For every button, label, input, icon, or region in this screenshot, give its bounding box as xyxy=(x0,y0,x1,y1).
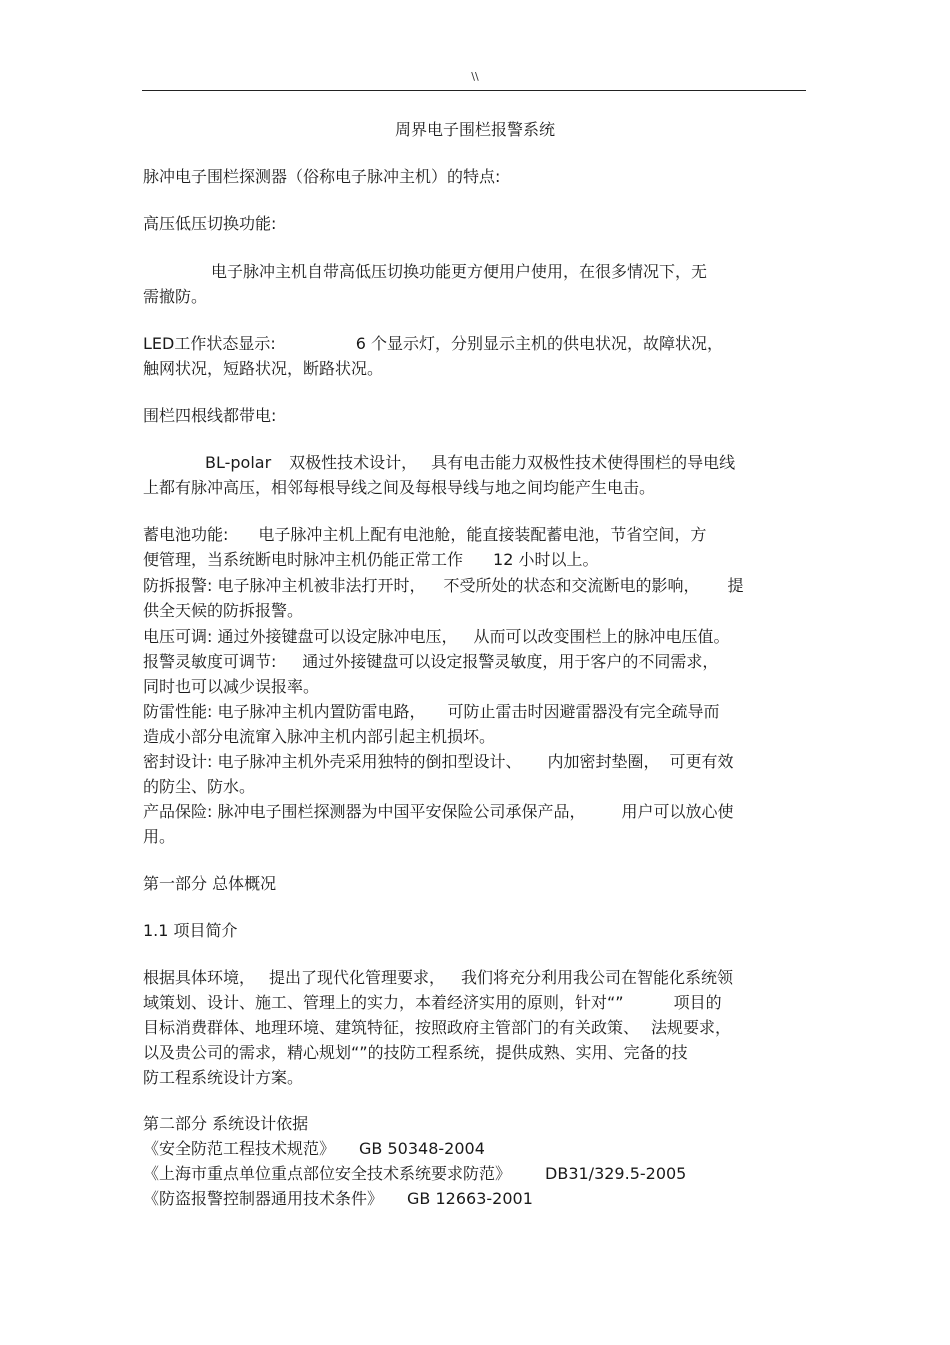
bl-part2: 双极性技术设计， xyxy=(289,453,418,472)
reference-2-code: DB31/329.5-2005 xyxy=(545,1164,687,1183)
tamper-line2: 供全天候的防拆报警。 xyxy=(143,601,304,620)
tamper-b: 不受所处的状态和交流断电的影响， xyxy=(443,576,700,595)
project-b: 提出了现代化管理要求， xyxy=(269,968,446,987)
lightning-line2: 造成小部分电流窜入脉冲主机内部引起主机损坏。 xyxy=(143,727,496,746)
project-a: 根据具体环境， xyxy=(143,968,256,987)
sensitivity-line1 xyxy=(143,651,807,673)
reference-2-name: 《上海市重点单位重点部位安全技术系统要求防范》 xyxy=(143,1164,512,1183)
tamper-c: 提 xyxy=(727,576,744,595)
reference-1 xyxy=(143,1138,807,1160)
led-text: 6 个显示灯，分别显示主机的供电状况，故障状况， xyxy=(355,334,724,353)
seal-line1 xyxy=(143,751,807,773)
reference-3-code: GB 12663-2001 xyxy=(407,1189,533,1208)
hv-line2: 需撤防。 xyxy=(143,287,208,306)
reference-3 xyxy=(143,1188,807,1210)
header-rule xyxy=(142,90,806,91)
battery-line2 xyxy=(143,549,807,571)
seal-c: 可更有效 xyxy=(669,752,734,771)
seal-a: 密封设计: 电子脉冲主机外壳采用独特的倒扣型设计、 xyxy=(143,752,522,771)
insurance-a: 产品保险: 脉冲电子围栏探测器为中国平安保险公司承保产品， xyxy=(143,802,586,821)
header-mark: \\ xyxy=(471,70,479,83)
bl-line1 xyxy=(143,452,807,474)
intro-text: 脉冲电子围栏探测器（俗称电子脉冲主机）的特点: xyxy=(143,167,501,186)
project-c: 我们将充分利用我公司在智能化系统领 xyxy=(461,968,734,987)
sensitivity-line2: 同时也可以减少误报率。 xyxy=(143,677,320,696)
voltage-b: 从而可以改变围栏上的脉冲电压值。 xyxy=(473,627,730,646)
bl-part1: BL-polar xyxy=(205,453,272,472)
project-line4: 以及贵公司的需求，精心规划“”的技防工程系统，提供成熟、实用、完备的技 xyxy=(143,1043,688,1062)
project-line1 xyxy=(143,967,807,989)
seal-line2: 的防尘、防水。 xyxy=(143,777,256,796)
hv-heading: 高压低压切换功能: xyxy=(143,214,277,233)
battery-line2-text: 便管理，当系统断电时脉冲主机仍能正常工作 xyxy=(143,550,464,569)
led-line2: 触网状况，短路状况，断路状况。 xyxy=(143,359,384,378)
seal-b: 内加密封垫圈， xyxy=(547,752,660,771)
lightning-a: 防雷性能: 电子脉冲主机内置防雷电路， xyxy=(143,702,426,721)
reference-1-name: 《安全防范工程技术规范》 xyxy=(143,1139,336,1158)
part1-heading: 第一部分 总体概况 xyxy=(143,874,277,893)
insurance-line1 xyxy=(143,801,807,823)
fence-heading: 围栏四根线都带电: xyxy=(143,406,277,425)
insurance-b: 用户可以放心使 xyxy=(621,802,734,821)
battery-line1 xyxy=(143,524,807,546)
document-title: 周界电子围栏报警系统 xyxy=(394,120,555,139)
led-label: LED工作状态显示: xyxy=(143,334,276,353)
led-line1 xyxy=(143,333,807,355)
battery-text: 电子脉冲主机上配有电池舱，能直接装配蓄电池，节省空间，方 xyxy=(258,525,707,544)
lightning-line1 xyxy=(143,701,807,723)
section-1-1-heading: 1.1 项目简介 xyxy=(143,921,238,940)
project-line3-b: 法规要求， xyxy=(651,1018,732,1037)
voltage-line xyxy=(143,626,807,648)
project-line2-b: 项目的 xyxy=(673,993,722,1012)
hv-line1: 电子脉冲主机自带高低压切换功能更方便用户使用，在很多情况下，无 xyxy=(211,262,708,281)
insurance-line2: 用。 xyxy=(143,827,176,846)
bl-part3: 具有电击能力双极性技术使得围栏的导电线 xyxy=(431,453,736,472)
voltage-a: 电压可调: 通过外接键盘可以设定脉冲电压， xyxy=(143,627,458,646)
project-line5: 防工程系统设计方案。 xyxy=(143,1068,304,1087)
lightning-b: 可防止雷击时因避雷器没有完全疏导而 xyxy=(447,702,720,721)
tamper-line1 xyxy=(143,575,807,597)
bl-line2: 上都有脉冲高压，相邻每根导线之间及每根导线与地之间均能产生电击。 xyxy=(143,478,656,497)
part2-heading: 第二部分 系统设计依据 xyxy=(143,1114,309,1133)
sensitivity-label: 报警灵敏度可调节: xyxy=(143,652,277,671)
reference-3-name: 《防盗报警控制器通用技术条件》 xyxy=(143,1189,384,1208)
sensitivity-text: 通过外接键盘可以设定报警灵敏度，用于客户的不同需求， xyxy=(302,652,719,671)
project-line3-a: 目标消费群体、地理环境、建筑特征，按照政府主管部门的有关政策、 xyxy=(143,1018,640,1037)
project-line2 xyxy=(143,992,807,1014)
battery-label: 蓄电池功能: xyxy=(143,525,229,544)
reference-1-code: GB 50348-2004 xyxy=(359,1139,485,1158)
tamper-a: 防拆报警: 电子脉冲主机被非法打开时， xyxy=(143,576,426,595)
project-line3 xyxy=(143,1017,807,1039)
battery-hours: 12 小时以上。 xyxy=(493,550,599,569)
project-line2-a: 域策划、设计、施工、管理上的实力，本着经济实用的原则，针对“” xyxy=(143,993,624,1012)
reference-2 xyxy=(143,1163,807,1185)
